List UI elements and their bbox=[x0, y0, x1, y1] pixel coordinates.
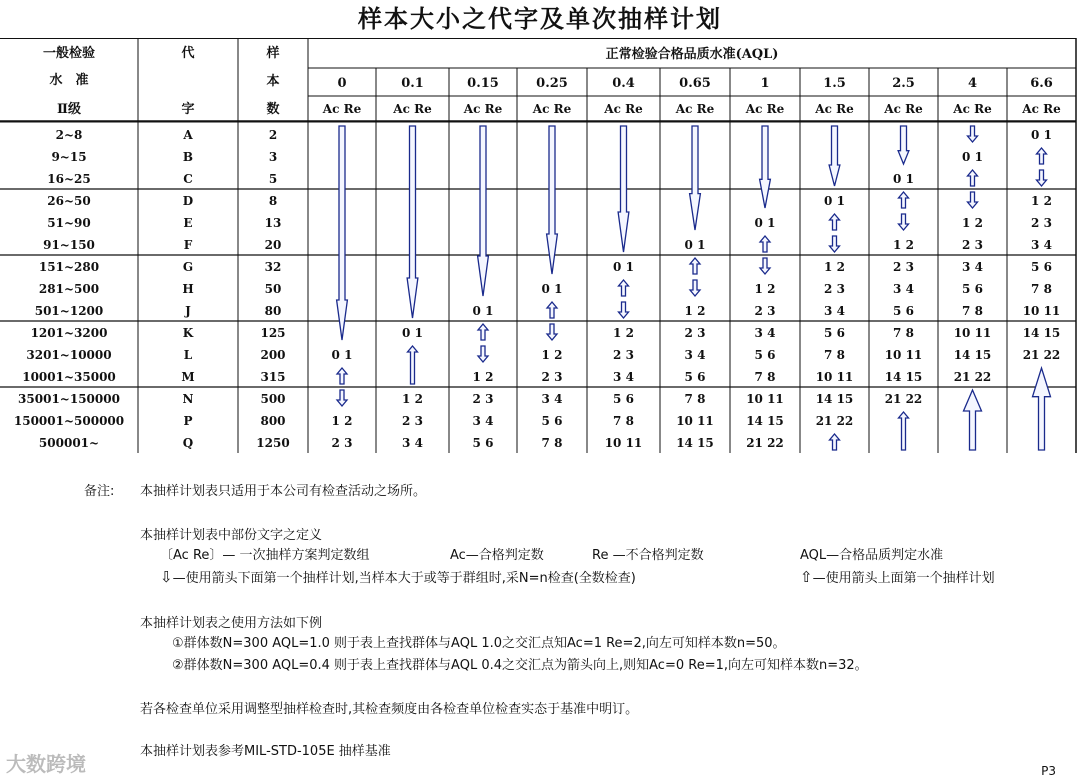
lot-size-range: 1201~3200 bbox=[30, 326, 108, 340]
up-arrow-icon bbox=[547, 302, 557, 318]
ac-re-value: 10 11 bbox=[884, 348, 923, 362]
ac-re-value: 0 1 bbox=[541, 282, 563, 296]
sample-size: 800 bbox=[260, 414, 286, 428]
aql-level-label: 0.25 bbox=[536, 76, 568, 91]
adjusted-sampling-note: 若各检查单位采用调整型抽样检查时,其检查频度由各检查单位检查实态于基准中明订。 bbox=[140, 702, 639, 717]
ac-re-value: 5 6 bbox=[1031, 260, 1052, 274]
code-letter: E bbox=[183, 216, 193, 230]
code-letter: F bbox=[183, 238, 193, 252]
down-arrow-icon bbox=[690, 280, 700, 296]
ac-re-value: 5 6 bbox=[613, 392, 634, 406]
ac-re-value: 5 6 bbox=[472, 436, 494, 450]
aql-level-label: 6.6 bbox=[1030, 76, 1053, 91]
ac-re-value: 3 4 bbox=[893, 282, 914, 296]
ac-re-value: 1 2 bbox=[402, 392, 423, 406]
sample-size: 32 bbox=[264, 260, 282, 274]
definition-acre: 〔Ac Re〕— 一次抽样方案判定数组 bbox=[160, 548, 370, 563]
down-arrow-icon bbox=[899, 214, 909, 230]
ac-re-value: 0 1 bbox=[754, 216, 776, 230]
ac-re-value: 0 1 bbox=[893, 172, 914, 186]
ac-re-value: 2 3 bbox=[613, 348, 634, 362]
ac-re-value: 3 4 bbox=[754, 326, 776, 340]
ac-re-value: 1 2 bbox=[613, 326, 634, 340]
up-arrow-icon bbox=[830, 434, 840, 450]
ac-re-value: 2 3 bbox=[893, 260, 914, 274]
up-arrow-icon bbox=[760, 236, 770, 252]
down-arrow-icon bbox=[478, 346, 488, 362]
down-arrow-icon bbox=[619, 302, 629, 318]
down-arrow-icon bbox=[337, 126, 348, 340]
hollow-up-arrow-icon: ⇧ bbox=[800, 568, 813, 586]
ac-re-value: 5 6 bbox=[541, 414, 563, 428]
ac-re-value: 0 1 bbox=[613, 260, 634, 274]
ac-re-value: 1 2 bbox=[541, 348, 563, 362]
ac-re-value: 2 3 bbox=[962, 238, 983, 252]
sample-size-header: 样 bbox=[266, 46, 280, 61]
up-arrow-icon bbox=[830, 214, 840, 230]
up-arrow-icon bbox=[899, 192, 909, 208]
definition-up-text: —使用箭头上面第一个抽样计划 bbox=[812, 571, 995, 586]
sample-size: 8 bbox=[268, 194, 278, 208]
ac-re-value: 3 4 bbox=[541, 392, 563, 406]
ac-re-value: 14 15 bbox=[953, 348, 992, 362]
notes-scope: 本抽样计划表只适用于本公司有检查活动之场所。 bbox=[140, 484, 427, 499]
ac-re-value: 14 15 bbox=[884, 370, 923, 384]
ac-re-value: 7 8 bbox=[684, 392, 706, 406]
ac-re-value: 0 1 bbox=[684, 238, 706, 252]
lot-size-range: 150001~500000 bbox=[13, 414, 125, 428]
notes-section bbox=[0, 470, 1080, 782]
ac-re-value: 7 8 bbox=[613, 414, 634, 428]
ac-re-value: 10 11 bbox=[1022, 304, 1061, 318]
sample-size: 125 bbox=[260, 326, 286, 340]
ac-re-value: 1 2 bbox=[1031, 194, 1052, 208]
ac-re-label: Ac Re bbox=[604, 102, 643, 116]
ac-re-value: 1 2 bbox=[754, 282, 776, 296]
aql-level-label: 0.65 bbox=[679, 76, 711, 91]
lot-size-range: 10001~35000 bbox=[22, 370, 116, 384]
ac-re-value: 5 6 bbox=[962, 282, 983, 296]
ac-re-value: 0 1 bbox=[1031, 128, 1052, 142]
ac-re-value: 21 22 bbox=[815, 414, 854, 428]
ac-re-value: 3 4 bbox=[472, 414, 494, 428]
sample-size-header: 数 bbox=[266, 102, 280, 117]
sample-size-header: 本 bbox=[266, 74, 280, 89]
down-arrow-icon bbox=[407, 126, 418, 318]
ac-re-value: 7 8 bbox=[1031, 282, 1052, 296]
inspection-level-header: Ⅱ级 bbox=[57, 102, 81, 117]
down-arrow-icon bbox=[760, 126, 771, 208]
usage-example-2: ②群体数N=300 AQL=0.4 则于表上查找群体与AQL 0.4之交汇点为箭头向上,则知Ac=0 Re=1,向左可知样本数n=32。 bbox=[172, 658, 868, 673]
ac-re-label: Ac Re bbox=[815, 102, 854, 116]
ac-re-value: 3 4 bbox=[684, 348, 706, 362]
inspection-level-header: 水 准 bbox=[49, 73, 89, 88]
down-arrow-icon bbox=[760, 258, 770, 274]
down-arrow-icon bbox=[1037, 170, 1047, 186]
ac-re-value: 10 11 bbox=[815, 370, 854, 384]
code-letter: M bbox=[181, 370, 195, 384]
ac-re-value: 1 2 bbox=[824, 260, 845, 274]
definition-down-arrow bbox=[160, 567, 636, 586]
lot-size-range: 281~500 bbox=[38, 282, 100, 296]
lot-size-range: 16~25 bbox=[47, 172, 91, 186]
ac-re-value: 2 3 bbox=[472, 392, 494, 406]
ac-re-label: Ac Re bbox=[1022, 102, 1061, 116]
aql-level-label: 0.15 bbox=[467, 76, 499, 91]
ac-re-label: Ac Re bbox=[463, 102, 503, 116]
lot-size-range: 500001~ bbox=[38, 436, 100, 450]
ac-re-value: 0 1 bbox=[962, 150, 983, 164]
down-arrow-icon bbox=[968, 126, 978, 142]
code-letter: Q bbox=[182, 436, 194, 450]
up-arrow-icon bbox=[968, 170, 978, 186]
page-title: 样本大小之代字及单次抽样计划 bbox=[358, 5, 722, 33]
code-letter: K bbox=[182, 326, 194, 340]
definition-down-text: —使用箭头下面第一个抽样计划,当样本大于或等于群组时,采N=n检查(全数检查) bbox=[172, 571, 636, 586]
ac-re-value: 14 15 bbox=[676, 436, 714, 450]
sample-size: 315 bbox=[260, 370, 286, 384]
sample-size: 13 bbox=[264, 216, 282, 230]
ac-re-value: 10 11 bbox=[953, 326, 992, 340]
up-arrow-icon bbox=[964, 390, 982, 450]
ac-re-value: 21 22 bbox=[746, 436, 784, 450]
ac-re-value: 1 2 bbox=[893, 238, 914, 252]
sample-size: 20 bbox=[264, 238, 282, 252]
ac-re-value: 0 1 bbox=[472, 304, 494, 318]
down-arrow-icon bbox=[898, 126, 909, 164]
lot-size-range: 501~1200 bbox=[34, 304, 104, 318]
sampling-plan-table bbox=[0, 38, 1080, 453]
aql-level-label: 0.4 bbox=[612, 76, 635, 91]
ac-re-value: 14 15 bbox=[1022, 326, 1061, 340]
sample-size: 50 bbox=[264, 282, 282, 296]
ac-re-label: Ac Re bbox=[953, 102, 992, 116]
ac-re-value: 2 3 bbox=[824, 282, 845, 296]
lot-size-range: 3201~10000 bbox=[26, 348, 112, 362]
down-arrow-icon bbox=[968, 192, 978, 208]
aql-header-title: 正常检验合格品质水准(AQL) bbox=[605, 47, 779, 62]
ac-re-value: 2 3 bbox=[331, 436, 353, 450]
aql-level-label: 1.5 bbox=[823, 76, 846, 91]
ac-re-value: 2 3 bbox=[754, 304, 776, 318]
down-arrow-icon bbox=[547, 126, 558, 274]
aql-level-label: 4 bbox=[967, 76, 978, 91]
definition-up-arrow bbox=[800, 567, 995, 586]
down-arrow-icon bbox=[829, 126, 840, 186]
definition-re: Re —不合格判定数 bbox=[592, 548, 704, 563]
ac-re-value: 1 2 bbox=[331, 414, 353, 428]
code-letter: D bbox=[182, 194, 194, 208]
ac-re-label: Ac Re bbox=[884, 102, 923, 116]
sample-size: 5 bbox=[268, 172, 278, 186]
ac-re-value: 21 22 bbox=[1022, 348, 1061, 362]
ac-re-value: 3 4 bbox=[613, 370, 634, 384]
definition-title: 本抽样计划表中部份文字之定义 bbox=[140, 528, 323, 543]
ac-re-value: 1 2 bbox=[472, 370, 494, 384]
lot-size-range: 2~8 bbox=[55, 128, 83, 142]
ac-re-value: 0 1 bbox=[402, 326, 423, 340]
sample-size: 80 bbox=[264, 304, 282, 318]
code-letter-header: 代 bbox=[181, 46, 195, 61]
lot-size-range: 51~90 bbox=[47, 216, 91, 230]
ac-re-value: 0 1 bbox=[824, 194, 845, 208]
ac-re-value: 3 4 bbox=[402, 436, 423, 450]
code-letter: L bbox=[183, 348, 193, 362]
ac-re-value: 21 22 bbox=[953, 370, 992, 384]
aql-level-label: 0.1 bbox=[401, 76, 424, 91]
page-number: P3 bbox=[1041, 764, 1056, 778]
inspection-level-header: 一般检验 bbox=[42, 46, 96, 61]
ac-re-label: Ac Re bbox=[532, 102, 572, 116]
ac-re-value: 0 1 bbox=[331, 348, 353, 362]
lot-size-range: 26~50 bbox=[47, 194, 91, 208]
ac-re-value: 3 4 bbox=[1031, 238, 1052, 252]
ac-re-value: 14 15 bbox=[746, 414, 784, 428]
code-letter: B bbox=[182, 150, 194, 164]
ac-re-value: 3 4 bbox=[824, 304, 845, 318]
hollow-down-arrow-icon: ⇩ bbox=[160, 568, 173, 586]
sample-size: 200 bbox=[260, 348, 286, 362]
ac-re-value: 7 8 bbox=[824, 348, 845, 362]
sample-size: 3 bbox=[268, 150, 278, 164]
reference-note: 本抽样计划表参考MIL-STD-105E 抽样基准 bbox=[140, 744, 391, 759]
aql-level-label: 1 bbox=[760, 76, 770, 91]
ac-re-label: Ac Re bbox=[675, 102, 715, 116]
down-arrow-icon bbox=[337, 390, 347, 406]
down-arrow-icon bbox=[547, 324, 557, 340]
sample-size: 1250 bbox=[256, 436, 290, 450]
ac-re-value: 1 2 bbox=[684, 304, 706, 318]
usage-title: 本抽样计划表之使用方法如下例 bbox=[140, 616, 323, 631]
notes-label: 备注: bbox=[84, 484, 115, 499]
code-letter: C bbox=[183, 172, 193, 186]
ac-re-value: 5 6 bbox=[754, 348, 776, 362]
ac-re-value: 3 4 bbox=[962, 260, 983, 274]
aql-level-label: 2.5 bbox=[892, 76, 915, 91]
ac-re-value: 2 3 bbox=[402, 414, 423, 428]
code-letter: J bbox=[185, 304, 191, 318]
aql-level-label: 0 bbox=[337, 76, 347, 91]
ac-re-value: 5 6 bbox=[824, 326, 845, 340]
ac-re-value: 10 11 bbox=[604, 436, 643, 450]
lot-size-range: 91~150 bbox=[43, 238, 95, 252]
up-arrow-icon bbox=[478, 324, 488, 340]
ac-re-value: 21 22 bbox=[884, 392, 923, 406]
up-arrow-icon bbox=[408, 346, 418, 384]
ac-re-value: 7 8 bbox=[754, 370, 776, 384]
definition-ac: Ac—合格判定数 bbox=[450, 548, 544, 563]
ac-re-value: 10 11 bbox=[676, 414, 714, 428]
ac-re-value: 5 6 bbox=[684, 370, 706, 384]
ac-re-value: 7 8 bbox=[893, 326, 914, 340]
sample-size: 500 bbox=[260, 392, 286, 406]
ac-re-value: 2 3 bbox=[1031, 216, 1052, 230]
ac-re-value: 7 8 bbox=[541, 436, 563, 450]
ac-re-label: Ac Re bbox=[745, 102, 785, 116]
up-arrow-icon bbox=[1037, 148, 1047, 164]
ac-re-value: 14 15 bbox=[815, 392, 854, 406]
code-letter: A bbox=[183, 128, 193, 142]
code-letter-header: 字 bbox=[181, 102, 195, 117]
down-arrow-icon bbox=[690, 126, 701, 230]
ac-re-value: 1 2 bbox=[962, 216, 983, 230]
up-arrow-icon bbox=[1033, 368, 1051, 450]
ac-re-label: Ac Re bbox=[322, 102, 362, 116]
up-arrow-icon bbox=[899, 412, 909, 450]
definition-aql: AQL—合格品质判定水准 bbox=[800, 548, 944, 563]
down-arrow-icon bbox=[830, 236, 840, 252]
ac-re-value: 7 8 bbox=[962, 304, 983, 318]
ac-re-value: 10 11 bbox=[746, 392, 784, 406]
ac-re-label: Ac Re bbox=[393, 102, 432, 116]
code-letter: G bbox=[182, 260, 194, 274]
ac-re-value: 5 6 bbox=[893, 304, 914, 318]
code-letter: N bbox=[182, 392, 194, 406]
lot-size-range: 151~280 bbox=[38, 260, 100, 274]
up-arrow-icon bbox=[619, 280, 629, 296]
up-arrow-icon bbox=[337, 368, 347, 384]
lot-size-range: 9~15 bbox=[51, 150, 87, 164]
lot-size-range: 35001~150000 bbox=[18, 392, 120, 406]
ac-re-value: 2 3 bbox=[684, 326, 706, 340]
sample-size: 2 bbox=[268, 128, 278, 142]
up-arrow-icon bbox=[690, 258, 700, 274]
code-letter: H bbox=[182, 282, 194, 296]
ac-re-value: 2 3 bbox=[541, 370, 563, 384]
code-letter: P bbox=[183, 414, 193, 428]
watermark: 大数跨境 bbox=[6, 752, 86, 776]
usage-example-1: ①群体数N=300 AQL=1.0 则于表上查找群体与AQL 1.0之交汇点知Ac=1 Re=2,向左可知样本数n=50。 bbox=[172, 636, 786, 651]
down-arrow-icon bbox=[478, 126, 489, 296]
